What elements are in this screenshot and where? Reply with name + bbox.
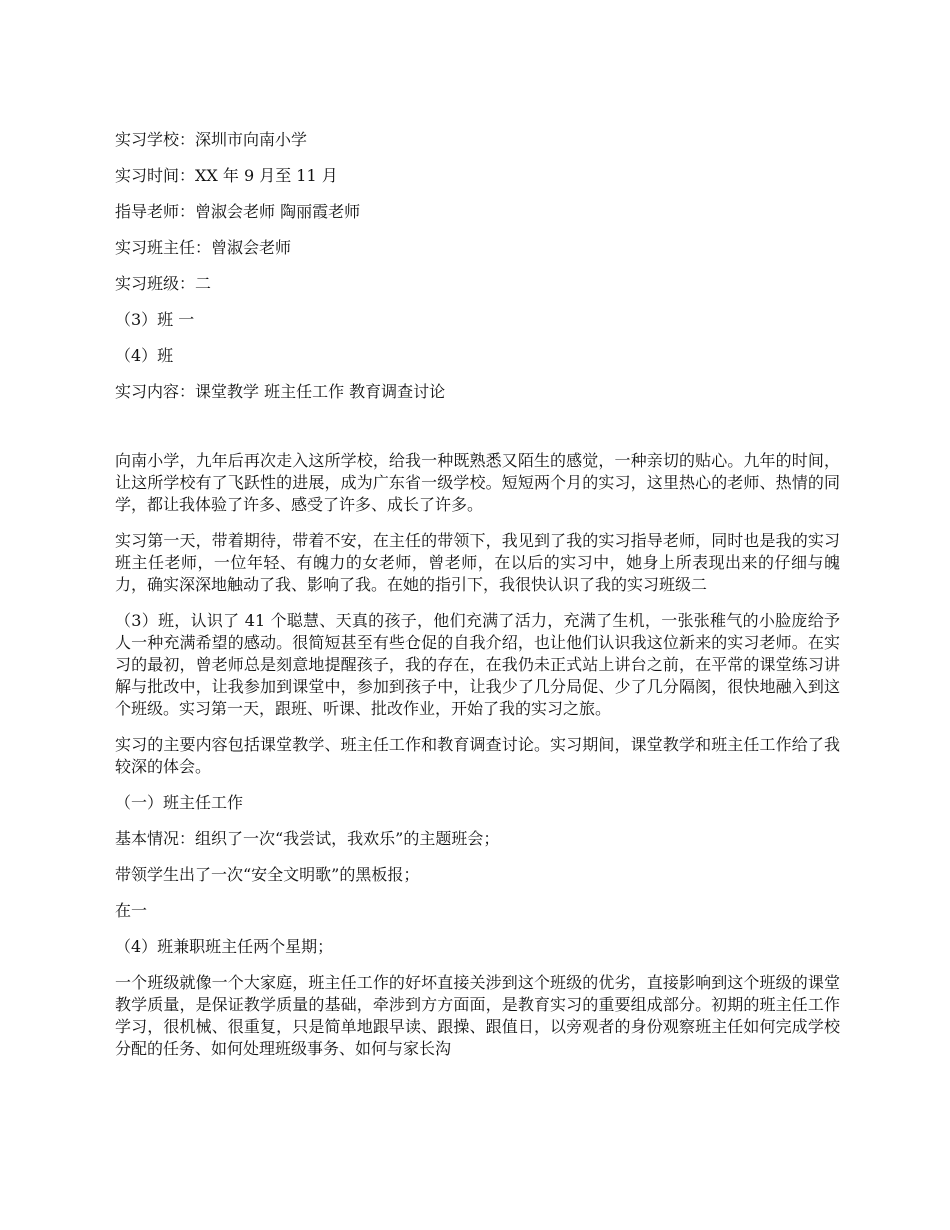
paragraph-main-content: 实习的主要内容包括课堂教学、班主任工作和教育调查讨论。实习期间，课堂教学和班主任工作给了我较深的体会。 — [115, 735, 840, 776]
section-heading-head-teacher-work: （一）班主任工作 — [115, 793, 244, 812]
internship-time: 实习时间：XX 年 9 月至 11 月 — [115, 166, 338, 185]
paragraph-first-day: 实习第一天，带着期待，带着不安，在主任的带领下，我见到了我的实习指导老师，同时也是我的实习班主任老师，一位年轻、有魄力的女老师，曾老师，在以后的实习中，她身上所表现出来的仔细与魄力，确实深深地触动了我、影响了我。在她的指引下，我很快认识了我的实习班级二 — [115, 531, 840, 594]
blackboard-line: 带领学生出了一次“安全文明歌”的黑板报； — [115, 865, 420, 884]
basic-situation-line: 基本情况：组织了一次“我尝试，我欢乐”的主题班会； — [115, 829, 500, 848]
internship-class: 实习班级：二 — [115, 274, 212, 293]
document-page — [115, 122, 840, 1074]
internship-head-teacher: 实习班主任：曾淑会老师 — [115, 238, 292, 257]
internship-content: 实习内容：课堂教学 班主任工作 教育调查讨论 — [115, 382, 446, 401]
paragraph-intro: 向南小学，九年后再次走入这所学校，给我一种既熟悉又陌生的感觉，一种亲切的贴心。九年的时间，让这所学校有了飞跃性的进展，成为广东省一级学校。短短两个月的实习，这里热心的老师、热情的同学，都让我体验了许多、感受了许多、成长了许多。 — [115, 451, 840, 514]
part-time-head-teacher-line: （4）班兼职班主任两个星期； — [115, 937, 334, 956]
paragraph-class-family: 一个班级就像一个大家庭，班主任工作的好坏直接关涉到这个班级的优劣，直接影响到这个班级的课堂教学质量，是保证教学质量的基础，牵涉到方方面面，是教育实习的重要组成部分。初期的班主任工作学习，很机械、很重复，只是简单地跟早读、跟操、跟值日，以旁观者的身份观察班主任如何完成学校分配的任务、如何处理班级事务、如何与家长沟 — [115, 973, 840, 1058]
internship-school: 实习学校：深圳市向南小学 — [115, 130, 308, 149]
section-gap — [115, 410, 840, 450]
paragraph-class-intro: （3）班，认识了 41 个聪慧、天真的孩子，他们充满了活力，充满了生机，一张张稚气的小脸庞给予人一种充满希望的感动。很简短甚至有些仓促的自我介绍，也让他们认识我这位新来的实习老师。在实习的最初，曾老师总是刻意地提醒孩子，我的存在，在我仍未正式站上讲台之前，在平常的课堂练习讲解与批改中，让我参加到课堂中，参加到孩子中，让我少了几分局促、少了几分隔阂，很快地融入到这个班级。实习第一天，跟班、听课、批改作业，开始了我的实习之旅。 — [115, 611, 840, 718]
internship-mentors: 指导老师：曾淑会老师 陶丽霞老师 — [115, 202, 361, 221]
class-fragment-line: 在一 — [115, 901, 148, 920]
internship-class-line-3: （4）班 — [115, 346, 174, 365]
internship-class-line-2: （3）班 一 — [115, 310, 195, 329]
